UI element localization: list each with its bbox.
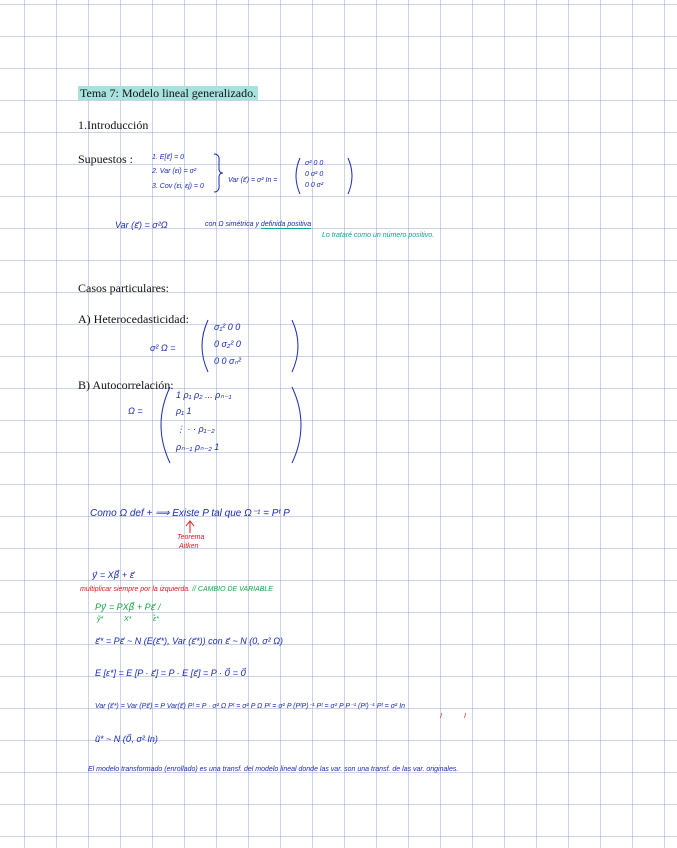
cancel-mark-1: I	[440, 713, 442, 720]
cambio-variable-text: // CAMBIO DE VARIABLE	[192, 586, 273, 593]
var-omega-formula: Var (ε⃗) = σ²Ω	[115, 220, 168, 230]
expectation-line: E [ε*] = E [P · ε⃗] = P · E [ε⃗] = P · 0⃗ = 0⃗	[95, 668, 247, 678]
autocorrelacion-label: B) Autocorrelación:	[78, 378, 174, 392]
section-heading-intro: 1.Introducción	[78, 118, 149, 132]
auto-matrix-row-4: ρₙ₋₁ ρₙ₋₂ 1	[176, 442, 220, 452]
cancel-mark-2: I	[464, 713, 466, 720]
title-text: Tema 7: Modelo lineal generalizado.	[80, 86, 257, 100]
auto-matrix-row-1: 1 ρ₁ ρ₂ ... ρₙ₋₁	[176, 390, 232, 400]
hetero-matrix-row-2: 0 σ₂² 0	[214, 339, 241, 349]
casos-heading: Casos particulares:	[78, 281, 169, 295]
multiplicar-line	[80, 586, 273, 593]
supuestos-label: Supuestos :	[78, 152, 134, 166]
supuestos-brace	[212, 152, 224, 194]
hetero-matrix-row-1: σ₁² 0 0	[214, 322, 241, 332]
heterocedasticidad-label: A) Heterocedasticidad:	[78, 312, 189, 326]
como-statement: Como Ω def + ⟹ Existe P tal que Ω⁻¹ = Pᵗ P	[90, 508, 290, 519]
sigma-matrix-row-3: 0 0 σ²	[305, 182, 324, 189]
supuesto-1: 1. E[ε⃗] = 0	[152, 154, 184, 161]
label-y-star: ỹ*	[97, 616, 104, 623]
auto-matrix-row-2: ρ₁ 1	[176, 406, 192, 416]
condition-underlined: definida positiva	[260, 221, 312, 228]
multiplicar-text: multiplicar siempre por la izquierda.	[80, 586, 191, 593]
var-omega-condition	[205, 221, 311, 228]
hetero-lhs: σ² Ω =	[150, 343, 176, 353]
variance-line: Var (ε⃗*) = Var (Pε⃗) = P Var(ε⃗) Pᵗ = P · σ² Ω Pᵗ = σ² P Ω Pᵗ = σ² P (PᵗP)⁻¹ Pᵗ = σ² P P⁻¹ (Pᵗ)⁻¹ Pᵗ = σ² In	[95, 703, 406, 710]
label-x-star: X*	[124, 616, 132, 623]
aitken-note: Aitken	[179, 543, 199, 550]
transformed-equation: Py⃗ = PXβ⃗ + Pε⃗ /	[95, 602, 161, 612]
error-distribution-line: ε⃗* = Pε⃗ ~ N (E(ε⃗*), Var (ε⃗*)) con ε⃗ ~ N (0, σ² Ω)	[95, 636, 284, 646]
page-title	[78, 86, 258, 101]
supuestos-conclusion: Var (ε⃗) = σ² In =	[228, 177, 278, 184]
linear-model: y⃗ = Xβ⃗ + ε⃗	[92, 570, 135, 580]
teorema-note: Teorema	[177, 534, 205, 541]
sigma-matrix-row-1: σ² 0 0	[305, 160, 324, 167]
arrow-up-icon	[184, 520, 196, 534]
supuesto-2: 2. Var (εi) = σ²	[152, 168, 197, 175]
sigma-matrix-row-2: 0 σ² 0	[305, 171, 324, 178]
sigma-in-matrix-parens	[292, 156, 356, 196]
var-omega-note: Lo trataré como un número positivo.	[322, 232, 435, 239]
conclusion-line: El modelo transformado (enrollado) es una transf. del modelo lineal donde las var. son una transf. de las var. originales.	[88, 766, 459, 773]
u-star-distribution: ũ* ~ N (0⃗, σ² In)	[95, 734, 158, 744]
condition-prefix: con Ω simétrica y	[205, 221, 259, 228]
auto-lhs: Ω =	[128, 406, 143, 416]
label-e-star: ε̃*	[153, 616, 159, 623]
hetero-matrix-row-3: 0 0 σₙ²	[214, 356, 242, 366]
auto-matrix-row-3: ⋮ · · ρ₁₋₂	[176, 424, 215, 434]
supuesto-3: 3. Cov (εi, εj) = 0	[152, 183, 204, 190]
